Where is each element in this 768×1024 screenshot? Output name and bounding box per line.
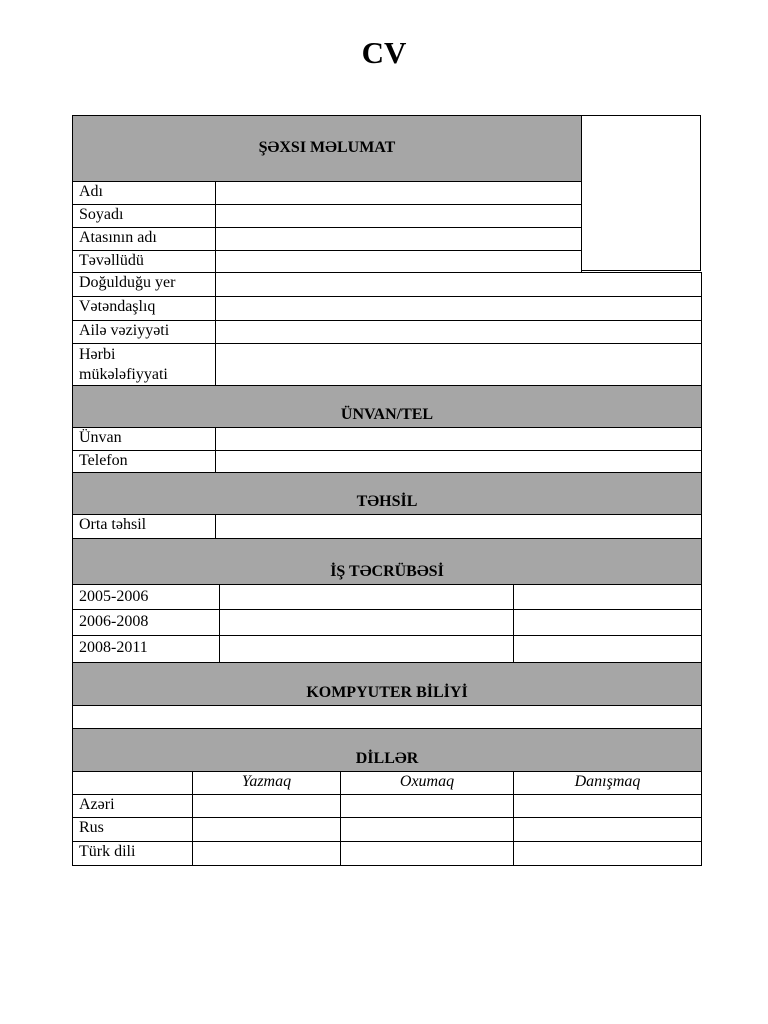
section-title-computer: KOMPYUTER BİLİYİ	[306, 684, 468, 701]
label-language-azeri: Azəri	[72, 794, 193, 818]
field-phone[interactable]	[215, 450, 702, 473]
label-citizenship: Vətəndaşlıq	[72, 296, 216, 321]
section-title-personal: ŞƏXSI MƏLUMAT	[258, 139, 396, 156]
field-russian-writing[interactable]	[192, 817, 341, 842]
document-title: CV	[361, 35, 407, 70]
section-header-experience	[72, 538, 702, 585]
label-surname: Soyadı	[72, 204, 216, 228]
section-header-personal	[72, 115, 582, 182]
field-computer-skills[interactable]	[72, 705, 702, 729]
label-language-russian: Rus	[72, 817, 193, 842]
field-citizenship[interactable]	[215, 296, 702, 321]
field-address[interactable]	[215, 427, 702, 451]
label-birthplace: Doğulduğu yer	[72, 272, 216, 297]
label-military-line2: mükələfiyyati	[79, 366, 168, 383]
section-header-education	[72, 472, 702, 515]
field-experience-2-org[interactable]	[219, 609, 514, 636]
section-title-languages: DİLLƏR	[355, 750, 419, 767]
section-title-experience: İŞ TƏCRÜBƏSİ	[330, 563, 444, 580]
field-experience-1-org[interactable]	[219, 584, 514, 610]
column-reading: Oxumaq	[340, 771, 514, 795]
field-secondary-education[interactable]	[215, 514, 702, 539]
label-birthdate: Təvəllüdü	[72, 250, 216, 273]
label-military	[72, 343, 216, 386]
field-experience-3-org[interactable]	[219, 635, 514, 663]
field-experience-1-role[interactable]	[513, 584, 702, 610]
label-marital-status: Ailə vəziyyəti	[72, 320, 216, 344]
label-patronymic: Atasının adı	[72, 227, 216, 251]
field-experience-2-role[interactable]	[513, 609, 702, 636]
label-experience-1: 2005-2006	[72, 584, 220, 610]
field-turkish-speaking[interactable]	[513, 841, 702, 866]
field-birthplace[interactable]	[215, 272, 702, 297]
field-azeri-writing[interactable]	[192, 794, 341, 818]
languages-corner-cell	[72, 771, 193, 795]
label-name: Adı	[72, 181, 216, 205]
section-header-languages	[72, 728, 702, 772]
field-name[interactable]	[215, 181, 582, 205]
field-birthdate[interactable]	[215, 250, 582, 273]
field-experience-3-role[interactable]	[513, 635, 702, 663]
label-experience-2: 2006-2008	[72, 609, 220, 636]
label-secondary-education: Orta təhsil	[72, 514, 216, 539]
column-writing: Yazmaq	[192, 771, 341, 795]
field-russian-speaking[interactable]	[513, 817, 702, 842]
field-military[interactable]	[215, 343, 702, 386]
label-address: Ünvan	[72, 427, 216, 451]
label-experience-3: 2008-2011	[72, 635, 220, 663]
field-turkish-writing[interactable]	[192, 841, 341, 866]
field-marital-status[interactable]	[215, 320, 702, 344]
field-azeri-speaking[interactable]	[513, 794, 702, 818]
field-surname[interactable]	[215, 204, 582, 228]
field-azeri-reading[interactable]	[340, 794, 514, 818]
section-header-address	[72, 385, 702, 428]
field-russian-reading[interactable]	[340, 817, 514, 842]
photo-box[interactable]	[581, 115, 701, 271]
field-turkish-reading[interactable]	[340, 841, 514, 866]
field-patronymic[interactable]	[215, 227, 582, 251]
section-title-education: TƏHSİL	[356, 493, 418, 510]
label-language-turkish: Türk dili	[72, 841, 193, 866]
section-title-address: ÜNVAN/TEL	[340, 406, 434, 423]
column-speaking: Danışmaq	[513, 771, 702, 795]
label-phone: Telefon	[72, 450, 216, 473]
section-header-computer	[72, 662, 702, 706]
label-military-line1: Hərbi	[79, 346, 116, 363]
